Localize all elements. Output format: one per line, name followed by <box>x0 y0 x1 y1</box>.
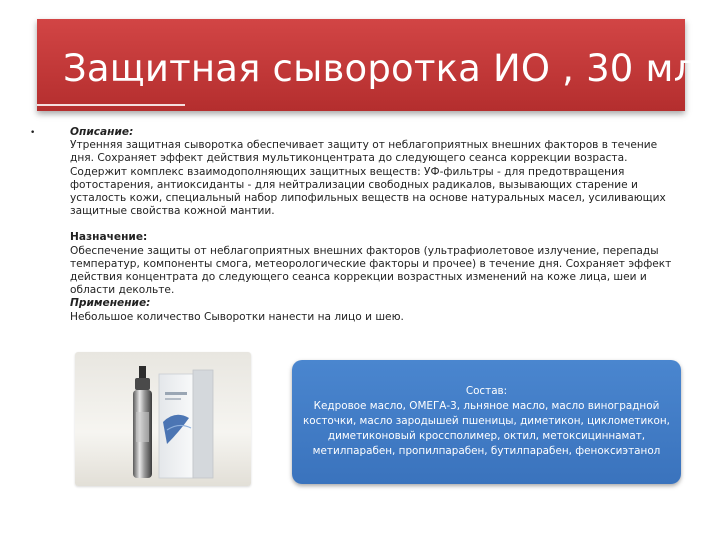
purpose-heading: Назначение: <box>70 231 148 244</box>
description-content <box>30 126 680 324</box>
serum-bottle-image <box>75 352 251 486</box>
purpose-text: Обеспечение защиты от неблагоприятных внешних факторов (ультрафиолетовое излучение, перепады температур, компоненты смога, метеорологические факторы и прочее) в течение дня. Сохраняет эффект действия концентрата до следующего сеанса коррекции возрастных изменений на коже лица, шеи и области декольте. <box>70 244 672 297</box>
bullet-marker: • <box>30 128 36 138</box>
title-banner <box>37 19 698 111</box>
description-text: Утренняя защитная сыворотка обеспечивает защиту от неблагоприятных внешних факторов в течение дня. Сохраняет эффект действия мультиконцентрата до следующего сеанса коррекции возраста. Содержит комплекс взаимодополняющих защитных веществ: УФ-фильтры - для предотвращения фотостарения, антиоксиданты - для нейтрализации свободных радикалов, вызывающих старение и усталость кожи, специальный набор липофильных веществ на основе натуральных масел, усиливающих защитные свойства кожной мантии. <box>70 139 666 218</box>
description-block <box>70 126 680 324</box>
composition-line: косточки, масло зародышей пшеницы, диметикон, циклометикон, <box>303 415 670 427</box>
composition-line: метилпарабен, пропилпарабен, бутилпарабен, феноксиэтанол <box>312 445 661 457</box>
composition-line: диметиконовый кроссполимер, октил, метоксициннамат, <box>327 430 646 442</box>
product-photo <box>75 352 251 486</box>
usage-text: Небольшое количество Сыворотки нанести на лицо и шею. <box>70 310 404 323</box>
title-underline <box>37 104 185 106</box>
composition-line: Кедровое масло, ОМЕГА-3, льняное масло, масло виноградной <box>313 400 660 412</box>
description-heading: Описание: <box>70 126 134 138</box>
slide-title: Защитная сыворотка ИО , 30 мл <box>63 47 698 90</box>
composition-box <box>292 360 681 484</box>
composition-heading: Состав: <box>465 385 508 397</box>
usage-heading: Применение: <box>70 297 151 310</box>
